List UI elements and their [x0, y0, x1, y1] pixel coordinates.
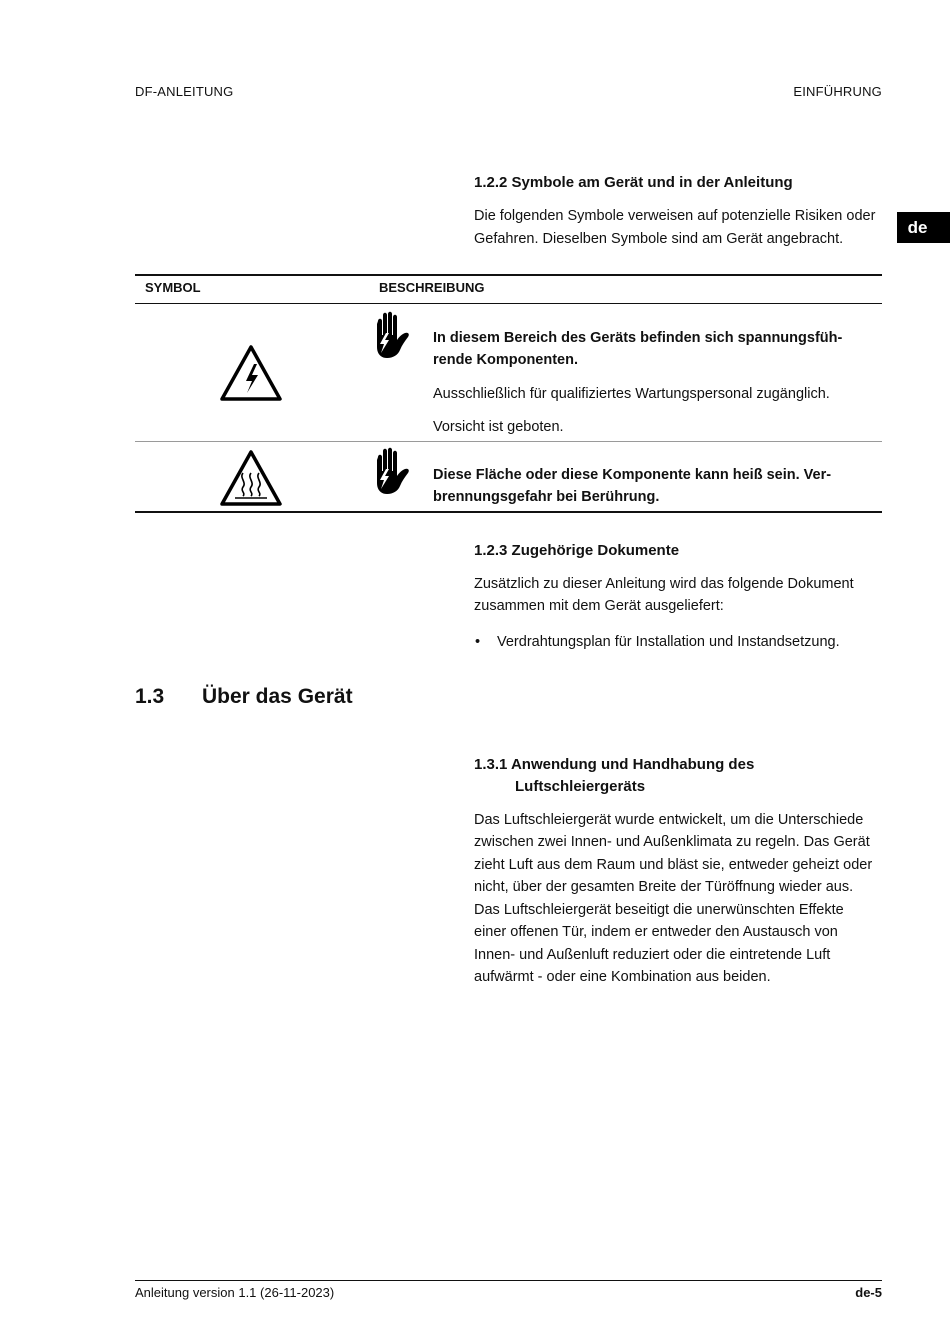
page-number: de-5 [855, 1285, 882, 1300]
header-left: DF-ANLEITUNG [135, 84, 234, 99]
table-bottom-rule [135, 511, 882, 513]
row1-text-line1: Ausschließlich für qualifiziertes Wartungspersonal zugänglich. [433, 386, 830, 402]
warning-hand-icon [372, 447, 412, 495]
footer-version: Anleitung version 1.1 (26-11-2023) [135, 1285, 335, 1300]
section-1-3-1-line: nicht, über der gesamten Breite der Türöffnung wieder aus. [474, 879, 854, 895]
row2-bold-line2: brennungsgefahr bei Berührung. [433, 489, 660, 505]
section-1-3-1-line: zwischen zwei Innen- und Außenklimata zu regeln. Das Gerät [474, 834, 870, 850]
section-1-3-1-line: Innen- und Außenluft reduziert oder die eintretende Luft [474, 947, 831, 963]
bullet-icon: • [475, 634, 481, 650]
section-1-3-number: 1.3 [135, 685, 165, 708]
section-1-2-2-intro: Die folgenden Symbole verweisen auf potenzielle Risiken oder Gefahren. Dieselben Symbole sind am Gerät angebracht. [474, 208, 876, 247]
section-1-2-2-title: 1.2.2 Symbole am Gerät und in der Anleitung [474, 174, 793, 191]
section-1-2-3-line2: zusammen mit dem Gerät ausgeliefert: [474, 598, 724, 614]
section-1-3-1-line: einer offenen Tür, indem er entweder den Austausch von [474, 924, 838, 940]
language-tab: de [897, 212, 950, 243]
section-1-3-title: Über das Gerät [202, 685, 353, 708]
row2-bold-line1: Diese Fläche oder diese Komponente kann heiß sein. Ver- [433, 467, 832, 483]
section-1-3-1-title-line1: 1.3.1 Anwendung und Handhabung des [474, 756, 755, 773]
section-1-2-3-line1: Zusätzlich zu dieser Anleitung wird das folgende Dokument [474, 576, 854, 592]
column-header-symbol: SYMBOL [145, 280, 201, 295]
table-top-rule [135, 274, 882, 276]
row1-bold-line1: In diesem Bereich des Geräts befinden sich spannungsfüh- [433, 330, 843, 346]
section-1-3-1-line: Das Luftschleiergerät wurde entwickelt, um die Unterschiede [474, 812, 864, 828]
table-row-divider [135, 441, 882, 442]
hot-surface-warning-icon [219, 449, 283, 507]
warning-hand-icon [372, 311, 412, 359]
row1-text-line2: Vorsicht ist geboten. [433, 419, 564, 435]
section-1-2-3-bullet: Verdrahtungsplan für Installation und Instandsetzung. [497, 634, 840, 650]
section-1-3-1-title-line2: Luftschleiergeräts [515, 778, 646, 795]
header-right: EINFÜHRUNG [793, 84, 882, 99]
column-header-description: BESCHREIBUNG [379, 280, 485, 295]
section-1-3-1-line: zieht Luft aus dem Raum und bläst sie, entweder geheizt oder [474, 857, 873, 873]
row1-bold-line2: rende Komponenten. [433, 352, 579, 368]
section-1-2-3-title: 1.2.3 Zugehörige Dokumente [474, 542, 680, 559]
section-1-3-1-line: Das Luftschleiergerät beseitigt die unerwünschten Effekte [474, 902, 844, 918]
footer-rule [135, 1280, 882, 1281]
section-1-3-1-line: aufwärmt - oder eine Kombination aus beiden. [474, 969, 771, 985]
table-header-rule [135, 303, 882, 304]
high-voltage-warning-icon [219, 344, 283, 402]
